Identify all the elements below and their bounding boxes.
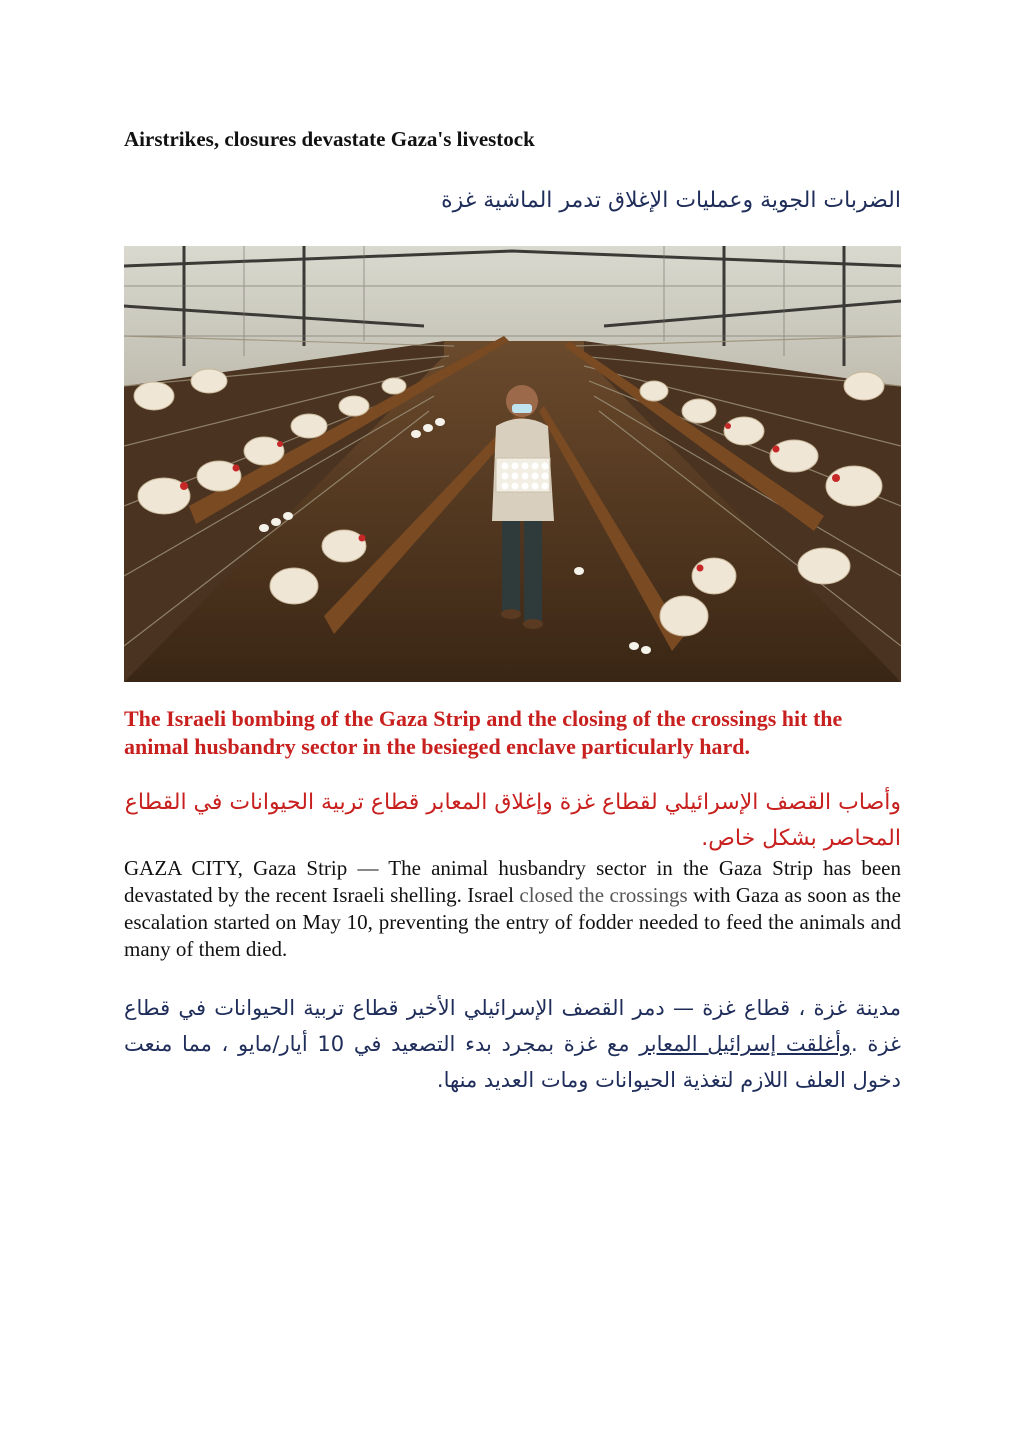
article-title: Airstrikes, closures devastate Gaza's livestock — [124, 127, 535, 151]
poultry-farm-illustration — [124, 246, 901, 682]
body-paragraph-arabic — [124, 990, 901, 1098]
article-title-arabic: الضربات الجوية وعمليات الإغلاق تدمر الماشية غزة — [441, 188, 901, 213]
article-photo — [124, 246, 901, 682]
body-arabic-part2: مع غزة بمجرد بدء التصعيد في 10 أيار/مايو ، مما منعت دخول العلف اللازم لتغذية الحيوانات ومات العديد منها. — [124, 1032, 901, 1092]
crossings-link[interactable]: closed the crossings — [519, 883, 688, 907]
crossings-link-arabic[interactable]: وأغلقت إسرائيل المعابر — [639, 1032, 852, 1056]
body-text-part2: with Gaza as soon as the escalation started on May 10, preventing the entry of fodder needed to feed the animals and many of them died. — [124, 883, 901, 961]
lead-paragraph: The Israeli bombing of the Gaza Strip and the closing of the crossings hit the animal husbandry sector in the besieged enclave particularly hard. — [124, 706, 843, 759]
body-arabic-part1: مدينة غزة ، قطاع غزة — دمر القصف الإسرائيلي الأخير قطاع تربية الحيوانات في قطاع غزة . — [124, 996, 902, 1056]
lead-paragraph-arabic: وأصاب القصف الإسرائيلي لقطاع غزة وإغلاق المعابر قطاع تربية الحيوانات في القطاع المحاصر بشكل خاص. — [124, 790, 901, 851]
body-paragraph — [124, 855, 901, 963]
body-text-part1: GAZA CITY, Gaza Strip — The animal husbandry sector in the Gaza Strip has been devastated by the recent Israeli shelling. Israel — [124, 856, 901, 907]
